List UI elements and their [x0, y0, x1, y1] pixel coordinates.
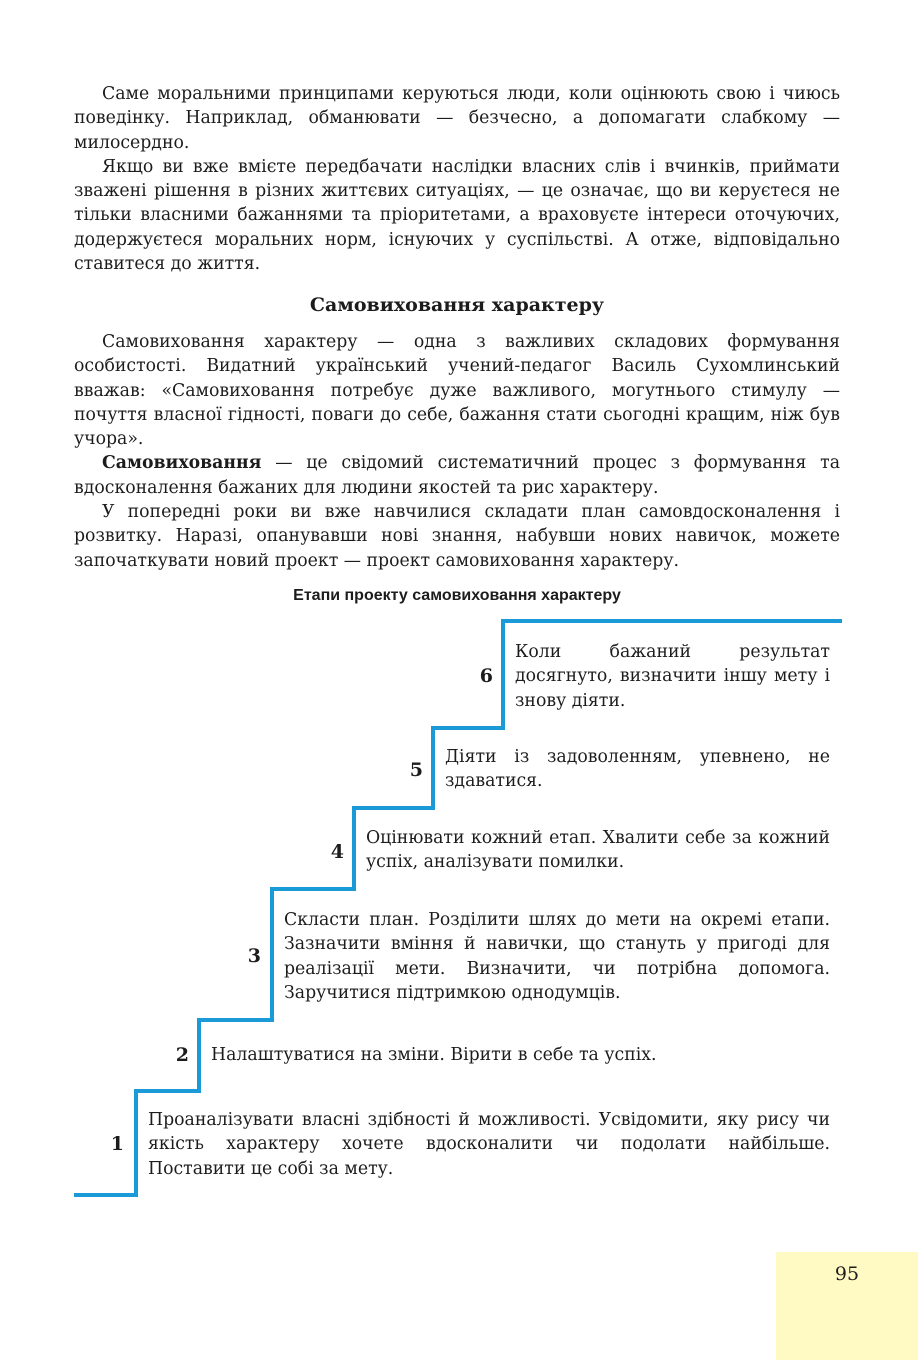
section-paragraph-3: У попередні роки ви вже навчилися складати план самовдосконалення і розвитку. Наразі, опанувавши нові знання, набувши нових навичок, можете започаткувати новий проект — проект самовиховання характеру.: [74, 502, 840, 571]
step-number-2: 2: [175, 1044, 189, 1066]
step-text-5: Діяти із задоволенням, упевнено, не здаватися.: [445, 747, 830, 792]
page-number-tab: [776, 1252, 918, 1360]
diagram-title: Етапи проекту самовиховання характеру: [293, 587, 621, 604]
step-text-1: Проаналізувати власні здібності й можливості. Усвідомити, яку рису чи якість характеру хочете вдосконалити чи подолати найбільше. Поставити це собі за мету.: [148, 1110, 830, 1179]
definition-term: Самовиховання: [102, 453, 262, 474]
step-text-4: Оцінювати кожний етап. Хвалити себе за кожний успіх, аналізувати помилки.: [366, 828, 830, 873]
section-paragraph-1: Самовиховання характеру — одна з важливих складових формування особистості. Видатний український учений-педагог Василь Сухомлинський вважав: «Самовиховання потребує дуже важливого, могутнього стимулу — почуття власної гідності, поваги до себе, бажання стати сьогодні кращим, ніж був учора».: [74, 332, 840, 450]
definition-text: — це свідомий систематичний процес з формування та вдосконалення бажаних для людини якостей та рис характеру.: [74, 453, 840, 498]
step-number-4: 4: [330, 841, 344, 863]
step-text-6: Коли бажаний результат досягнуто, визначити іншу мету і знову діяти.: [515, 642, 830, 711]
step-number-3: 3: [247, 945, 261, 967]
page-number: 95: [834, 1263, 860, 1285]
step-text-3: Скласти план. Розділити шлях до мети на окремі етапи. Зазначити вміння й навички, що стануть у пригоді для реалізації мети. Визначити, чи потрібна допомога. Заручитися підтримкою однодумців.: [284, 910, 830, 1003]
intro-paragraph-2: Якщо ви вже вмієте передбачати наслідки власних слів і вчинків, приймати зважені рішення в різних життєвих ситуаціях, — це означає, що ви керуєтеся не тільки власними бажаннями та пріоритетами, а враховуєте інтереси оточуючих, додержуєтеся моральних норм, існуючих у суспільстві. А отже, відповідально ставитеся до життя.: [74, 156, 840, 275]
step-number-5: 5: [409, 759, 423, 781]
step-number-1: 1: [110, 1133, 124, 1155]
section-title: Самовиховання характеру: [309, 294, 605, 316]
intro-paragraph-1: Саме моральними принципами керуються люди, коли оцінюють свою і чиюсь поведінку. Наприклад, обманювати — безчесно, а допомагати слабкому — милосердно.: [74, 84, 840, 153]
step-text-2: Налаштуватися на зміни. Вірити в себе та успіх.: [211, 1045, 657, 1065]
step-number-6: 6: [479, 665, 493, 687]
